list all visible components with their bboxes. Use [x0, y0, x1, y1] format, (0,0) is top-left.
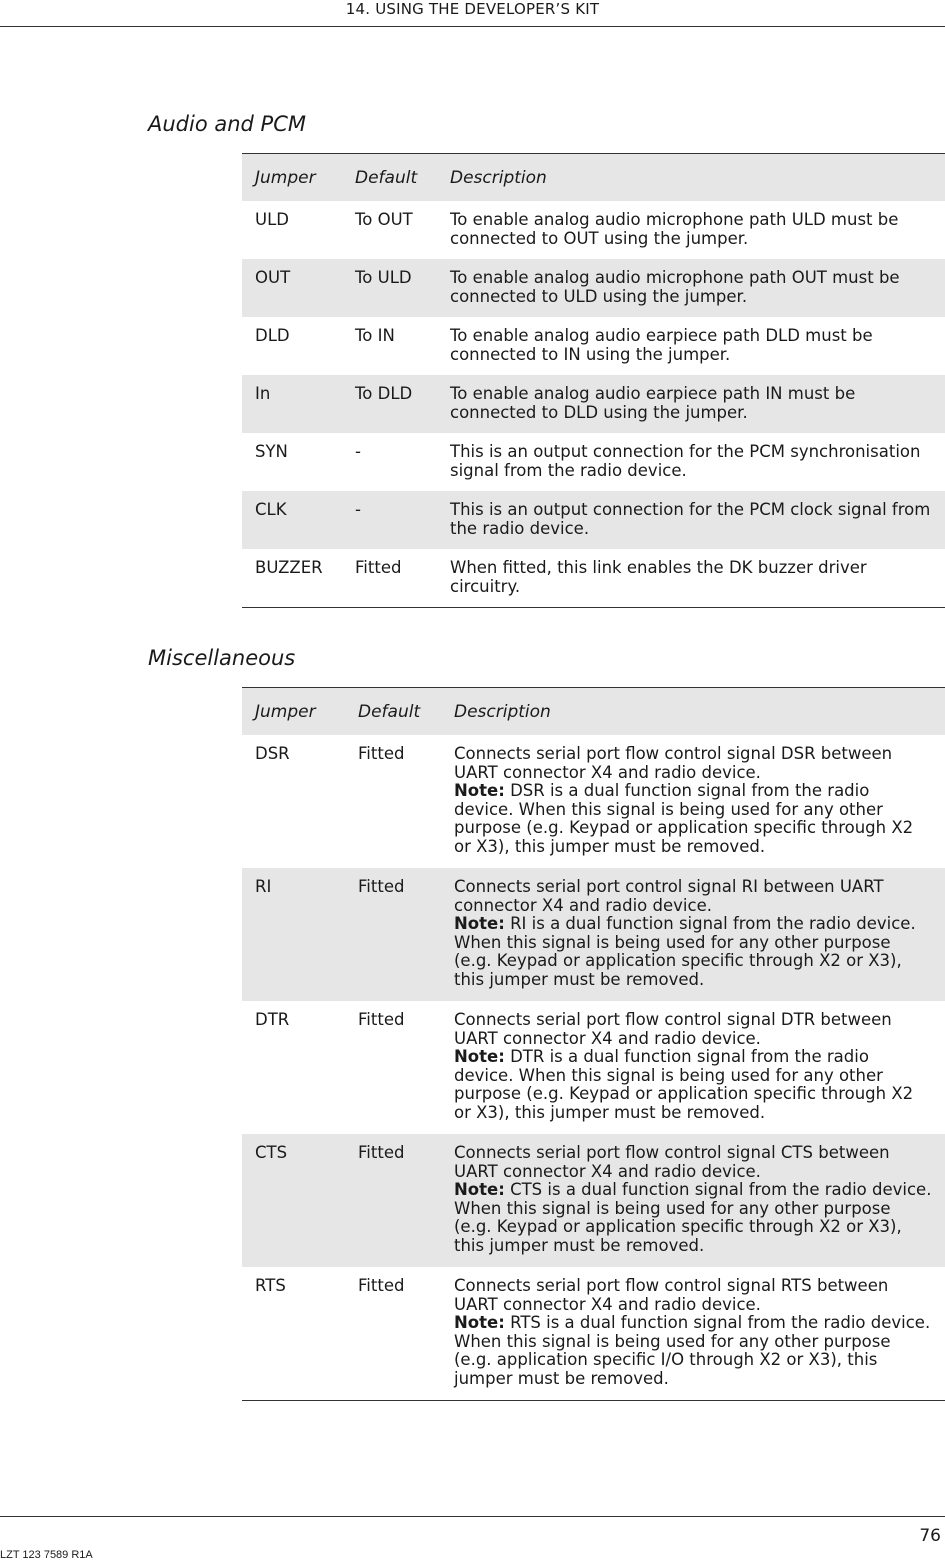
document-code: LZT 123 7589 R1A: [0, 1549, 93, 1561]
description-text: Connects serial port flow control signal DSR between UART connector X4 and radio device.: [454, 744, 893, 782]
table-row: [242, 201, 945, 259]
jumper-cell: RI: [242, 868, 345, 1001]
default-cell: To OUT: [355, 210, 413, 229]
description-cell: [441, 868, 945, 1001]
note-text: RI is a dual function signal from the radio device. When this signal is being used for any other purpose (e.g. Keypad or application specific through X2 or X3), this jumper must be removed.: [454, 914, 916, 989]
page-header: [0, 0, 945, 27]
table-header-row: [242, 688, 945, 736]
jumper-cell: SYN: [255, 442, 288, 461]
page-number: 76: [919, 1526, 941, 1546]
table-row: [242, 259, 945, 317]
table-row: [242, 549, 945, 607]
table-row: [242, 1267, 945, 1400]
description-text: Connects serial port flow control signal DTR between UART connector X4 and radio device.: [454, 1010, 892, 1048]
table-row: [242, 735, 945, 868]
column-header-description: Description: [441, 688, 945, 736]
note-label: Note:: [454, 781, 505, 800]
description-cell: This is an output connection for the PCM synchronisation signal from the radio device.: [450, 442, 921, 480]
default-cell: Fitted: [358, 1010, 405, 1029]
column-header-jumper: Jumper: [242, 154, 342, 202]
jumper-cell: CTS: [242, 1134, 345, 1267]
note-text: CTS is a dual function signal from the radio device. When this signal is being used for any other purpose (e.g. Keypad or application specific through X2 or X3), this jumper must be removed.: [454, 1180, 932, 1255]
table-row: [242, 1134, 945, 1267]
jumper-cell: BUZZER: [255, 558, 323, 577]
jumper-cell: DSR: [255, 744, 290, 763]
description-cell: [441, 1134, 945, 1267]
table-row: [242, 375, 945, 433]
note-text: DTR is a dual function signal from the radio device. When this signal is being used for any other purpose (e.g. Keypad or application specific through X2 or X3), this jumper must be removed.: [454, 1047, 914, 1122]
description-cell: To enable analog audio microphone path OUT must be connected to ULD using the jumper.: [437, 259, 945, 317]
default-cell: -: [342, 491, 437, 549]
table-row: [242, 317, 945, 375]
footer-divider: [0, 1516, 945, 1517]
description-text: Connects serial port flow control signal CTS between UART connector X4 and radio device.: [454, 1143, 890, 1181]
description-text: Connects serial port flow control signal RTS between UART connector X4 and radio device.: [454, 1276, 889, 1314]
description-cell: When fitted, this link enables the DK buzzer driver circuitry.: [450, 558, 867, 596]
jumper-cell: In: [242, 375, 342, 433]
description-cell: [441, 1267, 945, 1400]
default-cell: Fitted: [345, 868, 441, 1001]
description-text: Connects serial port control signal RI between UART connector X4 and radio device.: [454, 877, 884, 915]
default-cell: To DLD: [342, 375, 437, 433]
jumper-cell: DTR: [255, 1010, 290, 1029]
default-cell: To IN: [355, 326, 395, 345]
description-cell: To enable analog audio microphone path ULD must be connected to OUT using the jumper.: [450, 210, 899, 248]
note-label: Note:: [454, 1180, 505, 1199]
table-header-row: [242, 154, 945, 202]
default-cell: Fitted: [358, 744, 405, 763]
misc-jumper-table: [242, 687, 945, 1401]
table-row: [242, 868, 945, 1001]
default-cell: Fitted: [355, 558, 402, 577]
default-cell: Fitted: [358, 1276, 405, 1295]
audio-section-heading: Audio and PCM: [148, 112, 306, 136]
description-cell: [441, 1001, 945, 1134]
table-row: [242, 491, 945, 549]
misc-section-heading: Miscellaneous: [148, 646, 296, 670]
jumper-cell: RTS: [255, 1276, 286, 1295]
header-title: 14. USING THE DEVELOPER’S KIT: [345, 0, 600, 18]
column-header-default: Default: [345, 688, 441, 736]
note-label: Note:: [454, 1047, 505, 1066]
description-cell: To enable analog audio earpiece path DLD must be connected to IN using the jumper.: [450, 326, 873, 364]
jumper-cell: ULD: [255, 210, 289, 229]
note-label: Note:: [454, 1313, 505, 1332]
table-row: [242, 433, 945, 491]
description-cell: To enable analog audio earpiece path IN must be connected to DLD using the jumper.: [437, 375, 945, 433]
note-text: DSR is a dual function signal from the radio device. When this signal is being used for any other purpose (e.g. Keypad or application specific through X2 or X3), this jumper must be removed.: [454, 781, 914, 856]
jumper-cell: DLD: [255, 326, 290, 345]
column-header-default: Default: [342, 154, 437, 202]
audio-jumper-table: [242, 153, 945, 608]
jumper-cell: CLK: [242, 491, 342, 549]
default-cell: -: [355, 442, 361, 461]
column-header-description: Description: [437, 154, 945, 202]
jumper-cell: OUT: [242, 259, 342, 317]
default-cell: Fitted: [345, 1134, 441, 1267]
note-label: Note:: [454, 914, 505, 933]
column-header-jumper: Jumper: [242, 688, 345, 736]
description-cell: This is an output connection for the PCM clock signal from the radio device.: [437, 491, 945, 549]
note-text: RTS is a dual function signal from the radio device. When this signal is being used for any other purpose (e.g. application specific I/O through X2 or X3), this jumper must be removed.: [454, 1313, 931, 1388]
table-row: [242, 1001, 945, 1134]
default-cell: To ULD: [342, 259, 437, 317]
description-cell: [441, 735, 945, 868]
